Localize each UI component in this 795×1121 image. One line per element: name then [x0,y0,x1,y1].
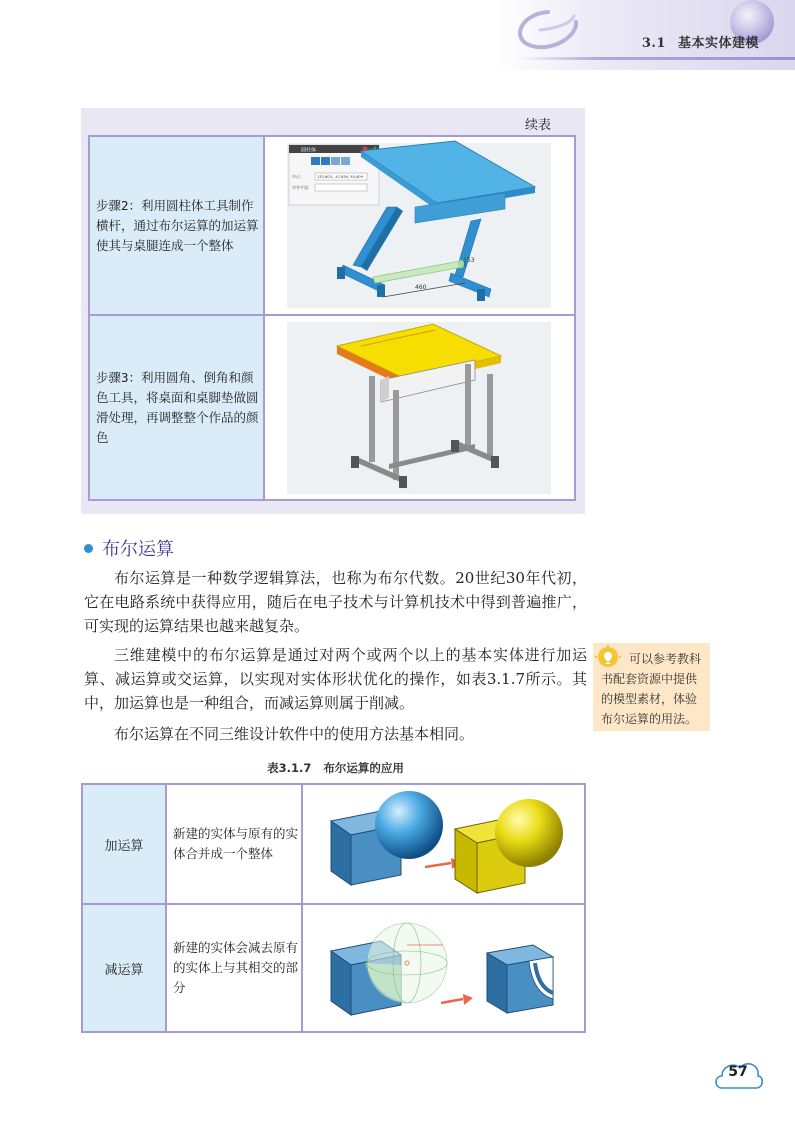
section-heading [84,535,174,561]
bullet-dot-icon [84,544,93,553]
paragraph: 布尔运算在不同三维设计软件中的使用方法基本相同。 [114,725,475,743]
union-image [303,785,584,903]
page-number-badge [712,1054,764,1094]
header-section-title: 基本实体建模 [677,36,759,51]
operation-name: 减运算 [83,905,167,1031]
finished-desk-illustration [265,316,574,499]
dimension-label: 53 [467,257,475,264]
running-header [642,32,759,51]
table-caption-title: 布尔运算的应用 [323,761,404,775]
table-row [83,785,584,905]
dialog-field-label: 中心: [292,174,302,179]
step-3-image [265,316,574,499]
table-row [90,137,574,316]
header-section-number: 3.1 [641,36,666,51]
side-note-text: 可以参考教科书配套资源中提供的模型素材，体验布尔运算的用法。 [601,652,702,726]
side-note [593,643,710,731]
operation-desc: 新建的实体会减去原有的实体上与其相交的部分 [173,940,299,995]
continued-table [88,135,576,501]
continued-table-panel [81,108,585,514]
paragraph: 布尔运算是一种数学逻辑算法，也称为布尔代数。20世纪30年代初，它在电路系统中获得应用，随后在电子技术与计算机技术中得到普遍推广，可实现的运算结果也越来越复杂。 [84,569,587,635]
table-caption [84,760,587,776]
desk-frame-illustration [265,137,574,314]
table-row [83,905,584,1031]
step-text-cell [90,137,265,314]
subtract-illustration [303,905,584,1031]
operation-desc-cell [167,785,303,903]
boolean-table [81,783,586,1033]
page-number: 57 [728,1064,748,1080]
paragraph: 三维建模中的布尔运算是通过对两个或两个以上的基本实体进行加运算、减运算或交运算，以实现对实体形状优化的操作，如表3.1.7所示。其中，加运算也是一种组合，而减运算则属于削减。 [84,646,587,712]
dimension-label: 460 [415,284,427,291]
step-2-text: 步骤2：利用圆柱体工具制作横杆，通过布尔运算的加运算使其与桌腿连成一个整体 [96,197,259,253]
dialog-field-value: 132.603, -47.854, 93.409 [317,175,363,179]
operation-desc: 新建的实体与原有的实体合并成一个整体 [173,826,299,861]
union-illustration [303,785,584,903]
dialog-title: 圆柱体 [301,147,317,154]
dialog-field-label: 对齐平面: [292,185,310,190]
continued-label: 续表 [524,118,551,133]
section-heading-text: 布尔运算 [102,539,174,560]
step-3-text: 步骤3：利用圆角、倒角和颜色工具，将桌面和桌脚垫做圆滑处理，再调整整个作品的颜色 [96,369,259,445]
subtract-image [303,905,584,1031]
step-2-image [265,137,574,314]
step-text-cell [90,316,265,499]
lightbulb-icon [595,645,621,671]
operation-name: 加运算 [83,785,167,903]
table-caption-number: 表3.1.7 [267,761,312,775]
operation-desc-cell [167,905,303,1031]
table-row [90,316,574,499]
header-rule [520,57,795,60]
